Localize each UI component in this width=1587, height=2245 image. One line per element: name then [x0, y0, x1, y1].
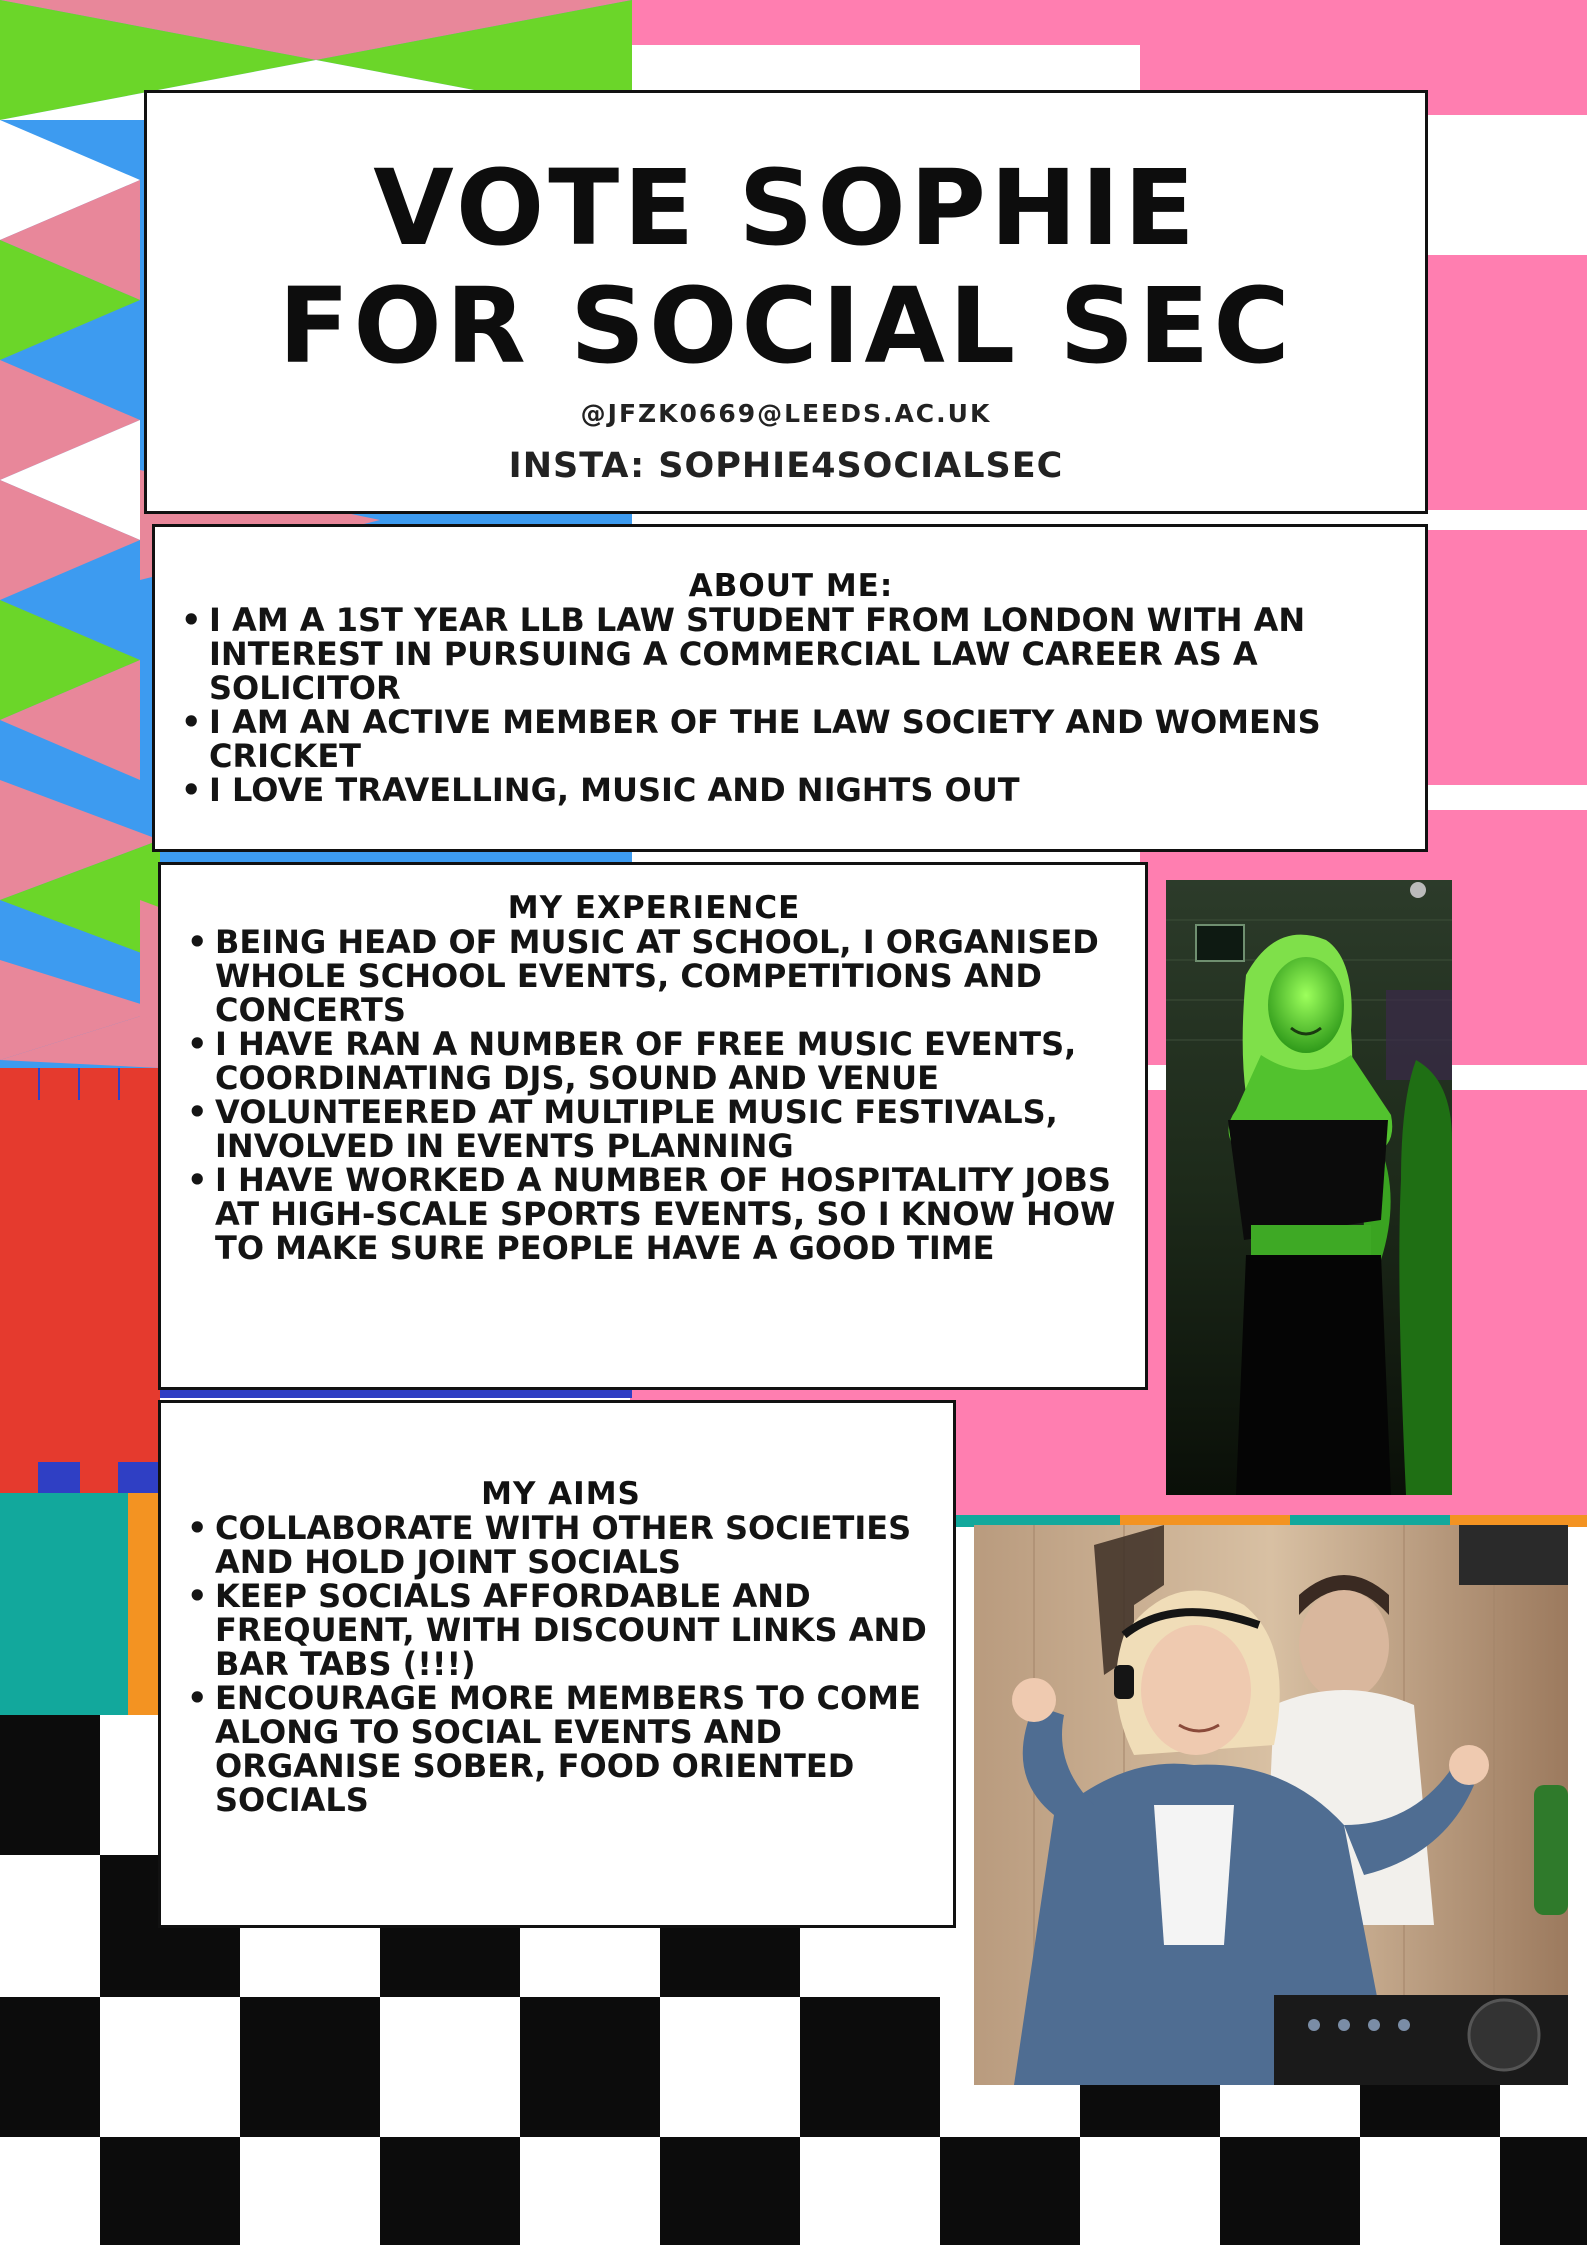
- about-heading: ABOUT ME:: [688, 568, 894, 604]
- experience-heading: MY EXPERIENCE: [507, 890, 801, 926]
- list-item: • BEING HEAD OF MUSIC AT SCHOOL, I ORGANISED WHOLE SCHOOL EVENTS, COMPETITIONS AND CONCERTS: [183, 925, 1125, 1027]
- about-box: [152, 524, 1428, 852]
- photo-club-illustration: [1166, 880, 1452, 1495]
- contact-email[interactable]: @JFZK0669@LEEDS.AC.UK: [580, 399, 992, 428]
- list-item: • I AM AN ACTIVE MEMBER OF THE LAW SOCIETY AND WOMENS CRICKET: [177, 705, 1405, 773]
- list-item: • I AM A 1ST YEAR LLB LAW STUDENT FROM LONDON WITH AN INTEREST IN PURSUING A COMMERCIAL LAW CAREER AS A SOLICITOR: [177, 603, 1405, 705]
- list-item: • VOLUNTEERED AT MULTIPLE MUSIC FESTIVALS, INVOLVED IN EVENTS PLANNING: [183, 1095, 1125, 1163]
- photo-dj-illustration: [974, 1525, 1568, 2085]
- aims-heading: MY AIMS: [481, 1476, 641, 1512]
- list-item: • I HAVE WORKED A NUMBER OF HOSPITALITY JOBS AT HIGH-SCALE SPORTS EVENTS, SO I KNOW HOW TO MAKE SURE PEOPLE HAVE A GOOD TIME: [183, 1163, 1125, 1265]
- about-list: [177, 603, 1405, 807]
- experience-box: [158, 862, 1148, 1390]
- candidate-photo-club: [1166, 880, 1452, 1495]
- candidate-photo-dj: [974, 1525, 1568, 2085]
- aims-list: [183, 1511, 939, 1817]
- list-item: • I LOVE TRAVELLING, MUSIC AND NIGHTS OUT: [177, 773, 1405, 807]
- list-item: • I HAVE RAN A NUMBER OF FREE MUSIC EVENTS, COORDINATING DJS, SOUND AND VENUE: [183, 1027, 1125, 1095]
- list-item: • KEEP SOCIALS AFFORDABLE AND FREQUENT, WITH DISCOUNT LINKS AND BAR TABS (!!!): [183, 1579, 939, 1681]
- aims-box: [158, 1400, 956, 1928]
- list-item: • COLLABORATE WITH OTHER SOCIETIES AND HOLD JOINT SOCIALS: [183, 1511, 939, 1579]
- experience-list: [183, 925, 1125, 1265]
- list-item: • ENCOURAGE MORE MEMBERS TO COME ALONG TO SOCIAL EVENTS AND ORGANISE SOBER, FOOD ORIENTED SOCIALS: [183, 1681, 939, 1817]
- instagram-handle[interactable]: INSTA: SOPHIE4SOCIALSEC: [508, 446, 1064, 486]
- header-box: [144, 90, 1428, 514]
- title-line-1: VOTE SOPHIE: [373, 147, 1199, 269]
- title-line-2: FOR SOCIAL SEC: [278, 265, 1294, 387]
